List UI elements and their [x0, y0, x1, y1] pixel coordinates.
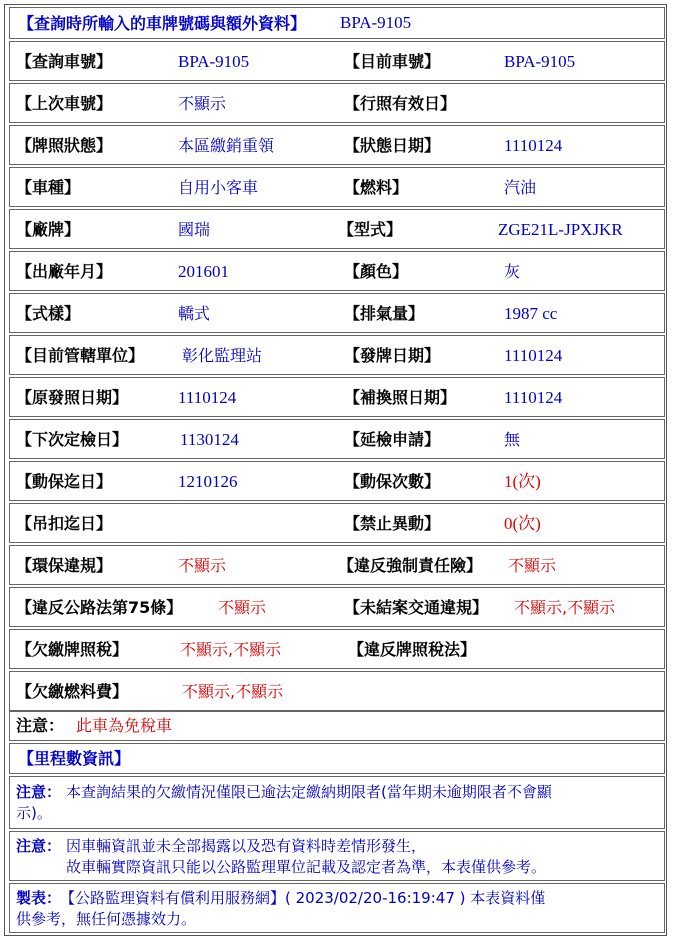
note1-line2: 示)。: [16, 804, 52, 822]
field-label: 【欠繳燃料費】: [16, 682, 129, 701]
field-value: 汽油: [504, 178, 537, 197]
field-label: 【目前車號】: [344, 52, 441, 71]
field-label: 【狀態日期】: [344, 136, 441, 155]
tax-note-label: 注意：: [16, 716, 65, 735]
data-row: [9, 503, 665, 543]
data-row: [9, 41, 665, 81]
field-value: 國瑞: [178, 220, 211, 239]
data-row: [9, 545, 665, 585]
vehicle-report-table: [4, 4, 667, 936]
mileage-row: [9, 743, 665, 774]
note1-label: 注意：: [16, 783, 62, 801]
field-label: 【查詢車號】: [16, 52, 113, 71]
field-value: 灰: [504, 262, 521, 281]
field-label: 【行照有效日】: [344, 94, 457, 113]
field-label: 【廠牌】: [16, 220, 81, 239]
field-label: 【違反公路法第75條】: [16, 598, 183, 617]
field-label: 【式樣】: [16, 304, 81, 323]
field-label: 【延檢申請】: [344, 430, 441, 449]
field-label: 【排氣量】: [344, 304, 425, 323]
field-label: 【動保迄日】: [16, 472, 113, 491]
header-row: [9, 7, 665, 39]
field-label: 【補換照日期】: [344, 388, 457, 407]
mileage-title: 【里程數資訊】: [18, 749, 131, 768]
field-label: 【下次定檢日】: [16, 430, 129, 449]
header-plate: BPA-9105: [340, 13, 412, 32]
field-label: 【原發照日期】: [16, 388, 129, 407]
field-value: 0(次): [504, 514, 541, 533]
note2-row: [9, 831, 665, 881]
tax-note-text: 此車為免稅車: [76, 716, 173, 735]
field-value: 不顯示,不顯示: [180, 640, 282, 659]
field-value: 1110124: [504, 346, 563, 365]
header-title: 【查詢時所輸入的車牌號碼與額外資料】: [18, 14, 307, 33]
footer-line2: 供參考，無任何憑據效力。: [16, 910, 197, 928]
field-label: 【顏色】: [344, 262, 409, 281]
field-label: 【違反牌照稅法】: [348, 640, 477, 659]
field-label: 【發牌日期】: [344, 346, 441, 365]
data-row: [9, 587, 665, 627]
field-value: 不顯示,不顯示: [182, 682, 284, 701]
note2-label: 注意：: [16, 837, 62, 855]
footer-label: 製表：: [16, 889, 62, 907]
field-label: 【燃料】: [344, 178, 409, 197]
field-value: 自用小客車: [178, 178, 259, 197]
note2-line1: 因車輛資訊並未全部揭露以及恐有資料時差情形發生，: [66, 837, 427, 855]
note2-line2: 故車輛實際資訊只能以公路監理單位記載及認定者為準，本表僅供參考。: [66, 858, 547, 876]
data-row: [9, 671, 665, 711]
field-value: 本區繳銷重領: [178, 136, 275, 155]
field-label: 【欠繳牌照稅】: [16, 640, 129, 659]
data-row: [9, 629, 665, 669]
field-value: 1130124: [180, 430, 239, 449]
data-row: [9, 251, 665, 291]
field-label: 【出廠年月】: [16, 262, 113, 281]
field-value: 1110124: [178, 388, 237, 407]
field-value: 1(次): [504, 472, 541, 491]
field-value: 不顯示: [218, 598, 267, 617]
field-label: 【未結案交通違規】: [344, 598, 489, 617]
field-value: 不顯示: [178, 94, 227, 113]
data-row: [9, 83, 665, 123]
field-label: 【牌照狀態】: [16, 136, 113, 155]
data-row: [9, 461, 665, 501]
field-value: 無: [504, 430, 521, 449]
field-label: 【上次車號】: [16, 94, 113, 113]
field-value: 1210126: [178, 472, 238, 491]
data-row: [9, 167, 665, 207]
field-value: BPA-9105: [178, 52, 250, 71]
data-row: [9, 377, 665, 417]
field-value: 轎式: [178, 304, 211, 323]
field-label: 【違反強制責任險】: [338, 556, 483, 575]
field-label: 【禁止異動】: [344, 514, 441, 533]
field-label: 【型式】: [338, 220, 403, 239]
field-value: 1987 cc: [504, 304, 558, 323]
data-row: [9, 125, 665, 165]
footer-line1: 【公路監理資料有償利用服務網】( 2023/02/20-16:19:47 ) 本表資料僅: [60, 889, 546, 907]
field-label: 【吊扣迄日】: [16, 514, 113, 533]
data-row: [9, 335, 665, 375]
tax-note-row: [9, 711, 665, 741]
field-value: 1110124: [504, 388, 563, 407]
footer-row: [9, 883, 665, 933]
field-value: 201601: [178, 262, 229, 281]
field-value: 不顯示: [508, 556, 557, 575]
field-value: ZGE21L-JPXJKR: [498, 220, 623, 239]
field-label: 【動保次數】: [344, 472, 441, 491]
data-row: [9, 419, 665, 459]
field-value: 彰化監理站: [182, 346, 263, 365]
field-label: 【環保違規】: [16, 556, 113, 575]
note1-line1: 本查詢結果的欠繳情況僅限已逾法定繳納期限者(當年期未逾期限者不會顯: [66, 783, 552, 801]
note1-row: [9, 776, 665, 829]
field-label: 【車種】: [16, 178, 81, 197]
field-value: 不顯示: [178, 556, 227, 575]
field-value: 不顯示,不顯示: [514, 598, 616, 617]
data-row: [9, 209, 665, 249]
field-value: 1110124: [504, 136, 563, 155]
field-label: 【目前管轄單位】: [16, 346, 145, 365]
data-row: [9, 293, 665, 333]
field-value: BPA-9105: [504, 52, 576, 71]
